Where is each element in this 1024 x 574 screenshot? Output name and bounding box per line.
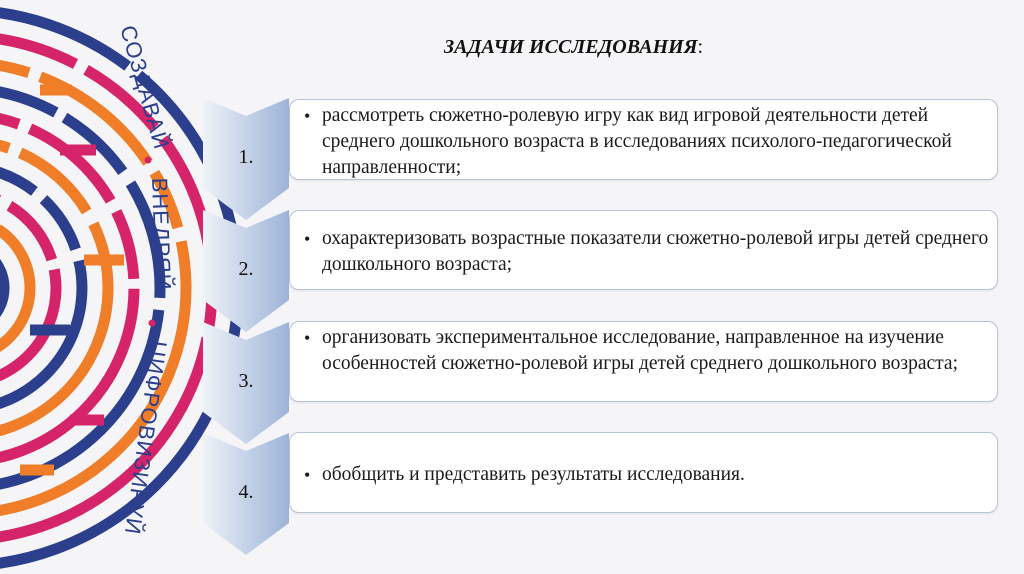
title-text: ЗАДАЧИ ИССЛЕДОВАНИЯ	[444, 36, 698, 58]
step-chevron	[203, 433, 289, 556]
task-text: • рассмотреть сюжетно-ролевую игру как вид игровой деятельности детей среднего дошкольного возраста в исследованиях психолого-педагогической направленности;	[322, 103, 997, 181]
step-number: 2.	[238, 258, 254, 280]
step-number: 4.	[238, 481, 254, 503]
task-text: • обобщить и представить результаты исследования.	[322, 462, 997, 488]
step-chevron	[203, 322, 289, 445]
step-number: 1.	[238, 146, 254, 168]
task-card	[289, 432, 998, 513]
step-chevron	[203, 210, 289, 333]
title-colon: :	[697, 36, 704, 58]
slogan-word-implement: ВНЕДРЯЙ	[147, 177, 176, 292]
task-card	[289, 99, 998, 180]
step-chevron	[203, 98, 289, 221]
step-number: 3.	[238, 370, 254, 392]
slogan-word-create: СОЗДАВАЙ	[115, 22, 175, 153]
slogan-word-digitalize: ЦИФРОВИЗИРУЙ	[119, 339, 172, 537]
task-card	[289, 210, 998, 290]
task-card	[289, 321, 998, 402]
slogan-dot	[149, 320, 156, 327]
page-title	[444, 36, 703, 59]
task-text: • охарактеризовать возрастные показатели сюжетно-ролевой игры детей среднего дошкольного возраста;	[322, 226, 997, 278]
slogan-dot	[145, 157, 152, 164]
task-text: • организовать экспериментальное исследование, направленное на изучение особенностей сюжетно-ролевой игры детей среднего дошкольного возраста;	[322, 325, 997, 377]
slogan	[76, 10, 176, 570]
